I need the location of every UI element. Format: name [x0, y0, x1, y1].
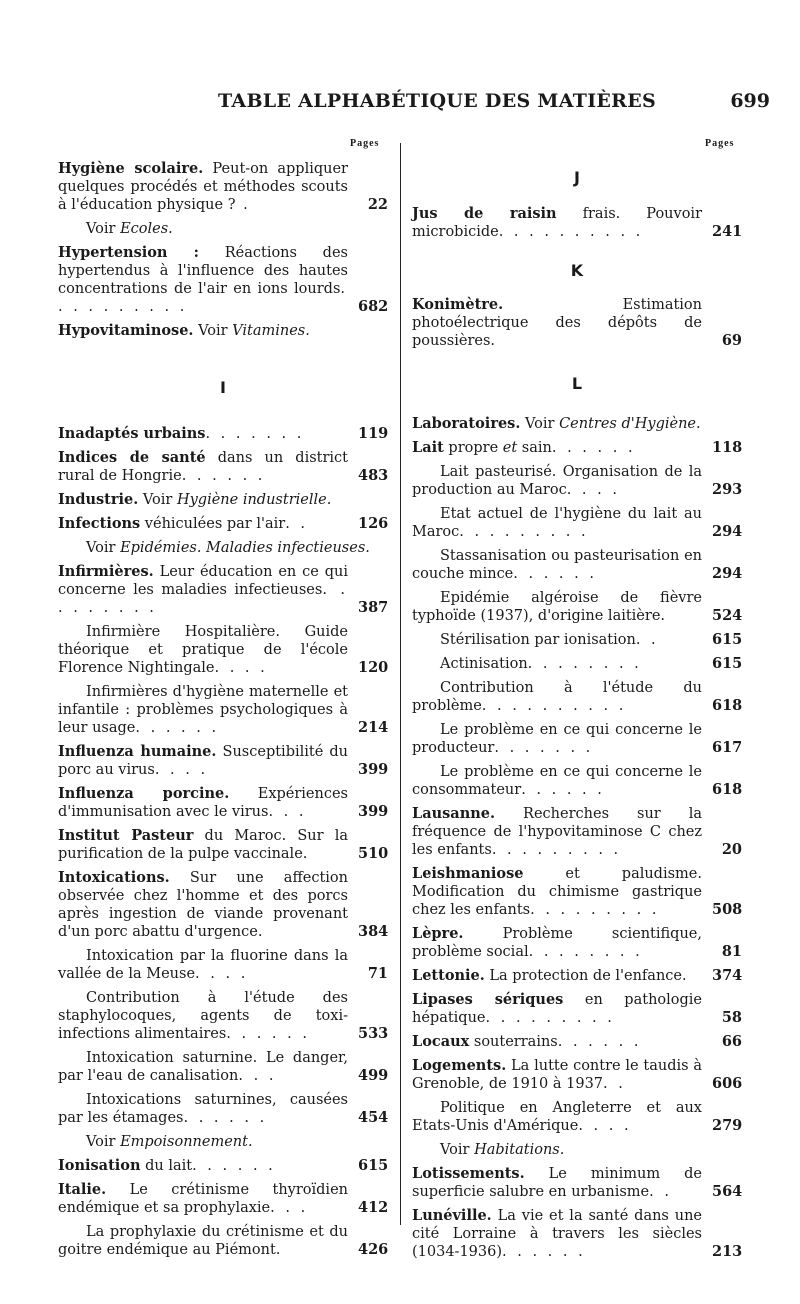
index-entry: Influenza porcine. Expériences d'immunisation avec le virus. . . 399	[58, 785, 389, 820]
index-entry: Influenza humaine. Susceptibilité du porc au virus. . . . 399	[58, 743, 389, 778]
column-divider	[400, 143, 401, 1225]
page-number: 699	[730, 90, 770, 112]
page-ref: 294	[712, 523, 743, 540]
page-ref: 22	[367, 196, 388, 213]
index-entry: Laboratoires. Voir Centres d'Hygiène.	[412, 415, 701, 432]
page-ref: 618	[712, 781, 743, 798]
index-entry: Infections véhiculées par l'air. . 126	[58, 515, 389, 532]
page-ref: 426	[358, 1241, 389, 1258]
page-ref: 118	[712, 439, 743, 456]
index-subentry: Stérilisation par ionisation. . 615	[440, 631, 743, 648]
index-subentry: Contribution à l'étude du problème. . . . . . . . . . 618	[412, 680, 743, 714]
page-ref: 483	[358, 467, 389, 484]
index-subentry: Lait pasteurisé. Organisation de la production au Maroc. . . . 293	[412, 464, 743, 498]
page-ref: 241	[712, 223, 743, 240]
see-also: Voir Epidémies. Maladies infectieuses.	[86, 540, 370, 556]
page-ref: 58	[721, 1009, 742, 1026]
see-also: Voir Ecoles.	[86, 221, 173, 237]
right-column	[412, 160, 742, 1267]
index-subentry: Contribution à l'étude des staphylocoques, agents de toxi-infections alimentaires. . . . . . 533	[58, 990, 389, 1042]
index-subentry: Intoxications saturnines, causées par les étamages. . . . . . 454	[58, 1092, 389, 1126]
index-subentry: Infirmière Hospitalière. Guide théorique et pratique de l'école Florence Nightingale. . . . 120	[58, 624, 389, 676]
page-ref: 81	[721, 943, 742, 960]
see-also: Voir Habitations.	[440, 1142, 565, 1158]
page-ref: 617	[712, 739, 743, 756]
page-ref: 510	[358, 845, 389, 862]
index-entry: Indices de santé dans un district rural de Hongrie. . . . . . 483	[58, 449, 389, 484]
index-subentry: Le problème en ce qui concerne le consommateur. . . . . . 618	[412, 764, 743, 798]
index-subentry: Actinisation. . . . . . . . 615	[440, 655, 743, 672]
page-ref: 606	[712, 1075, 743, 1092]
index-subentry: Le problème en ce qui concerne le producteur. . . . . . . 617	[412, 722, 743, 756]
page-ref: 682	[358, 298, 389, 315]
section-letter-i: I	[220, 378, 226, 397]
section-letter-k: K	[570, 261, 584, 280]
index-subentry: Intoxication saturnine. Le danger, par l'eau de canalisation. . . 499	[58, 1050, 389, 1084]
index-entry: Locaux souterrains. . . . . . 66	[412, 1033, 742, 1050]
page-ref: 524	[712, 607, 743, 624]
index-entry: Industrie. Voir Hygiène industrielle.	[58, 491, 332, 508]
index-entry: Lotissements. Le minimum de superficie salubre en urbanisme. . 564	[412, 1165, 743, 1200]
page-ref: 533	[358, 1025, 389, 1042]
index-subentry: Etat actuel de l'hygiène du lait au Maroc. . . . . . . . . 294	[412, 506, 743, 540]
index-entry: Lait propre et sain. . . . . . 118	[412, 439, 743, 456]
page-ref: 374	[712, 967, 743, 984]
page-ref: 214	[358, 719, 389, 736]
index-subentry: Intoxication par la fluorine dans la vallée de la Meuse. . . . 71	[58, 948, 388, 982]
index-subentry: Politique en Angleterre et aux Etats-Unis d'Amérique. . . . 279	[412, 1100, 743, 1134]
section-letter-j: J	[574, 168, 580, 187]
page-ref: 615	[712, 631, 743, 648]
page-ref: 293	[712, 481, 743, 498]
index-entry: Intoxications. Sur une affection observée chez l'homme et des porcs après ingestion de viande provenant d'un porc abattu d'urgence. 384	[58, 869, 389, 940]
index-entry: Logements. La lutte contre le taudis à Grenoble, de 1910 à 1937. . 606	[412, 1057, 743, 1092]
page-ref: 615	[712, 655, 743, 672]
index-entry: Hypovitaminose. Voir Vitamines.	[58, 322, 310, 339]
page-ref: 126	[358, 515, 389, 532]
index-subentry: Infirmières d'hygiène maternelle et infantile : problèmes psychologiques à leur usage. . . . . . 214	[58, 684, 389, 736]
index-entry: Lunéville. La vie et la santé dans une cité Lorraine à travers les siècles (1034-1936). . . . . . 213	[412, 1207, 743, 1260]
see-also: Voir Empoisonnement.	[86, 1134, 253, 1150]
index-subentry: Stassanisation ou pasteurisation en couche mince. . . . . . 294	[412, 548, 743, 582]
page-ref: 119	[358, 425, 389, 442]
page-ref: 120	[358, 659, 389, 676]
index-entry: Hypertension : Réactions des hypertendus à l'influence des hautes concentrations de l'air en ions lourds. . . . . . . . . . 682	[58, 244, 389, 315]
index-entry: Institut Pasteur du Maroc. Sur la purification de la pulpe vaccinale. 510	[58, 827, 389, 862]
index-entry: Ionisation du lait. . . . . . 615	[58, 1157, 389, 1174]
pages-column-label-right: Pages	[705, 138, 735, 149]
page-ref: 454	[358, 1109, 389, 1126]
page-ref: 615	[358, 1157, 389, 1174]
index-entry: Hygiène scolaire. Peut-on appliquer quelques procédés et méthodes scouts à l'éducation physique ? . 22	[58, 160, 388, 213]
page-ref: 279	[712, 1117, 743, 1134]
section-letter-l: L	[571, 374, 583, 393]
page-ref: 384	[358, 923, 389, 940]
index-entry: Italie. Le crétinisme thyroïdien endémique et sa prophylaxie. . . 412	[58, 1181, 389, 1216]
page-ref: 66	[721, 1033, 742, 1050]
index-entry: Infirmières. Leur éducation en ce qui concerne les maladies infectieuses. . . . . . . . . 387	[58, 563, 389, 616]
page-title: TABLE ALPHABÉTIQUE DES MATIÈRES	[218, 90, 657, 112]
page-ref: 412	[358, 1199, 389, 1216]
page-ref: 71	[367, 965, 388, 982]
left-column	[58, 160, 388, 1265]
page-ref: 508	[712, 901, 743, 918]
page-ref: 564	[712, 1183, 743, 1200]
index-entry: Inadaptés urbains. . . . . . . 119	[58, 425, 389, 442]
index-entry: Jus de raisin frais. Pouvoir microbicide. . . . . . . . . . 241	[412, 205, 743, 240]
index-entry: Lipases sériques en pathologie hépatique. . . . . . . . . 58	[412, 991, 742, 1026]
page-ref: 387	[358, 599, 389, 616]
page-ref: 20	[721, 841, 742, 858]
index-entry: Lettonie. La protection de l'enfance. 374	[412, 967, 743, 984]
index-entry: Lausanne. Recherches sur la fréquence de l'hypovitaminose C chez les enfants. . . . . . . . . 20	[412, 805, 742, 858]
page-ref: 294	[712, 565, 743, 582]
index-entry: Leishmaniose et paludisme. Modification du chimisme gastrique chez les enfants. . . . . . . . . 508	[412, 865, 743, 918]
index-subentry: Epidémie algéroise de fièvre typhoïde (1937), d'origine laitière. 524	[412, 590, 743, 624]
pages-column-label-left: Pages	[350, 138, 380, 149]
page-ref: 499	[358, 1067, 389, 1084]
page-ref: 213	[712, 1243, 743, 1260]
index-entry: Konimètre. Estimation photoélectrique des dépôts de poussières. 69	[412, 296, 742, 349]
page-ref: 618	[712, 697, 743, 714]
page-ref: 399	[358, 803, 389, 820]
page-ref: 399	[358, 761, 389, 778]
index-subentry: La prophylaxie du crétinisme et du goitre endémique au Piémont. 426	[58, 1224, 389, 1258]
index-entry: Lèpre. Problème scientifique, problème social. . . . . . . . 81	[412, 925, 742, 960]
page-ref: 69	[721, 332, 742, 349]
